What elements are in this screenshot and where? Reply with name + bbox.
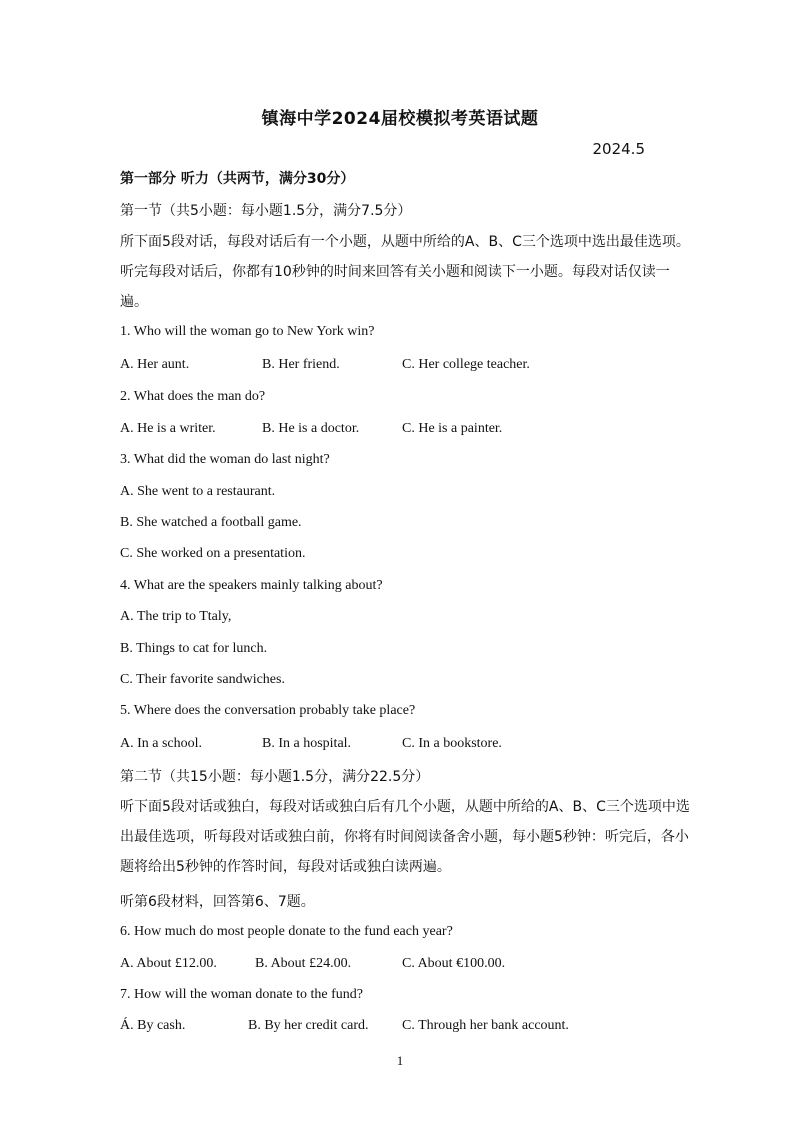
question-7: 7. How will the woman donate to the fund?: [120, 987, 364, 1002]
q4-option-b: B. Things to cat for lunch.: [120, 641, 268, 656]
q3-option-a: A. She went to a restaurant.: [120, 484, 276, 499]
question-1: 1. Who will the woman go to New York win?: [120, 324, 375, 339]
q1-option-c: C. Her college teacher.: [402, 357, 530, 372]
q4-option-c: C. Their favorite sandwiches.: [120, 672, 285, 687]
exam-date: 2024.5: [592, 140, 645, 158]
q6-option-a: A. About £12.00.: [120, 956, 217, 971]
q1-option-a: A. Her aunt.: [120, 357, 190, 372]
question-3: 3. What did the woman do last night?: [120, 452, 330, 467]
q6-option-b: B. About £24.00.: [255, 956, 352, 971]
section2-instructions: 听下面5段对话或独白，每段对话或独白后有几个小题，从题中所给的A、B、C三个选项中选出最佳选项，听每段对话或独白前，你将有时间阅读备舍小题，每小题5秒钟：听完后，各小题将给出5秒钟的作答时间，每段对话或独白读两遍。: [120, 799, 690, 875]
material-note: 听第6段材料，回答第6、7题。: [120, 894, 315, 910]
page-number: 1: [396, 1053, 404, 1068]
section1-instructions: 所下面5段对话，每段对话后有一个小题，从题中所给的A、B、C三个选项中选出最佳选项。听完每段对话后，你都有10秒钟的时间来回答有关小题和阅读下一小题。每段对话仅读一遍。: [120, 234, 690, 310]
q2-option-a: A. He is a writer.: [120, 421, 216, 436]
q3-option-b: B. She watched a football game.: [120, 515, 302, 530]
q2-option-c: C. He is a painter.: [402, 421, 503, 436]
q3-option-c: C. She worked on a presentation.: [120, 546, 306, 561]
q2-option-b: B. He is a doctor.: [262, 421, 360, 436]
q5-option-c: C. In a bookstore.: [402, 736, 502, 751]
part1-heading: 第一部分 听力（共两节，满分30分）: [120, 171, 355, 187]
q5-option-b: B. In a hospital.: [262, 736, 352, 751]
q6-option-c: C. About €100.00.: [402, 956, 506, 971]
question-2: 2. What does the man do?: [120, 389, 266, 404]
q4-option-a: A. The trip to Ttaly,: [120, 609, 232, 624]
q1-option-b: B. Her friend.: [262, 357, 340, 372]
question-5: 5. Where does the conversation probably take place?: [120, 703, 416, 718]
q7-option-c: C. Through her bank account.: [402, 1018, 569, 1033]
section2-heading: 第二节（共15小题：每小题1.5分，满分22.5分）: [120, 769, 430, 785]
exam-title: 镇海中学2024届校模拟考英语试题: [261, 109, 539, 129]
question-6: 6. How much do most people donate to the fund each year?: [120, 924, 453, 939]
q5-option-a: A. In a school.: [120, 736, 203, 751]
q7-option-a: Á. By cash.: [120, 1018, 186, 1033]
question-4: 4. What are the speakers mainly talking about?: [120, 578, 383, 593]
q7-option-b: B. By her credit card.: [248, 1018, 369, 1033]
section1-heading: 第一节（共5小题：每小题1.5分，满分7.5分）: [120, 203, 412, 219]
